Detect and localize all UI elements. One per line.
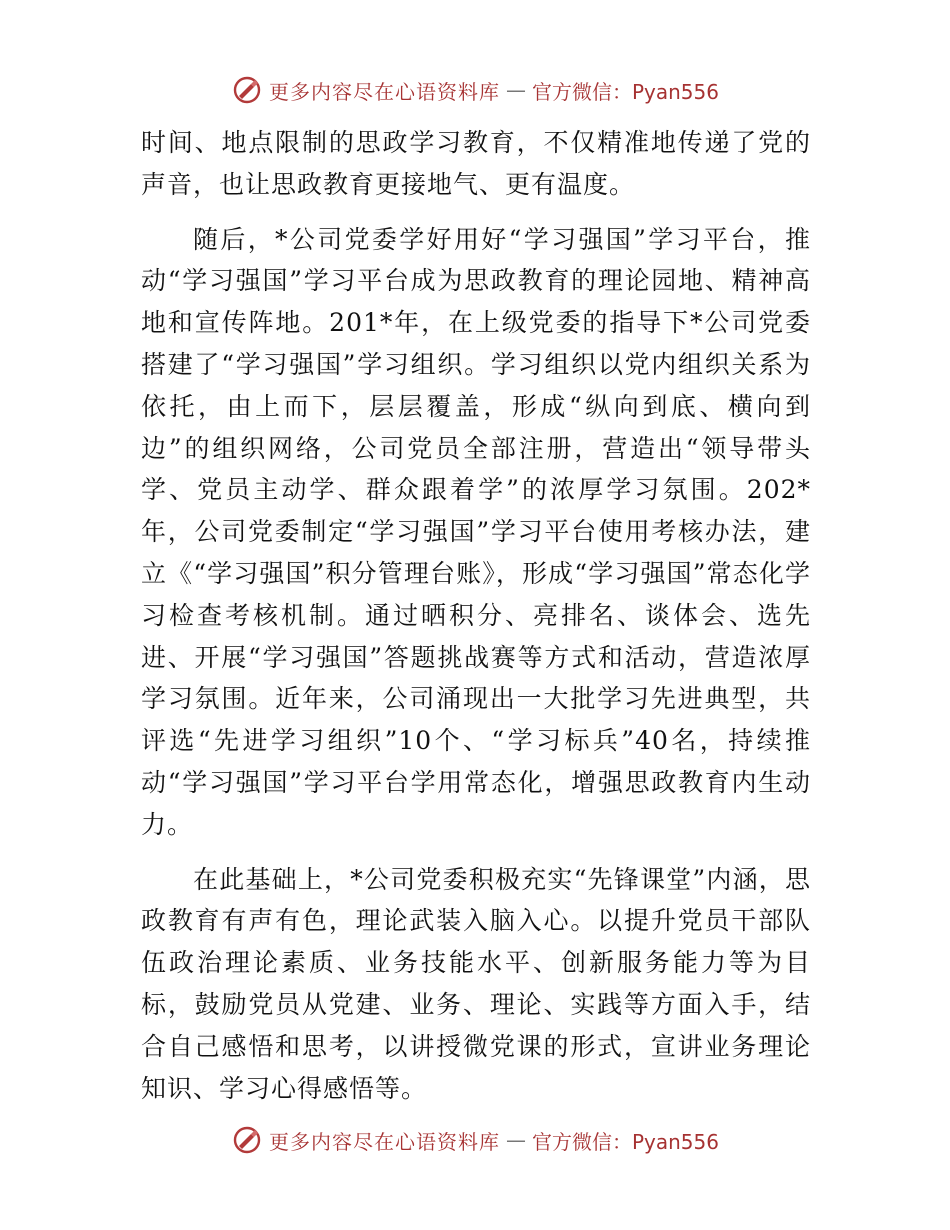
footer-watermark — [0, 1120, 950, 1160]
watermark-text: 更多内容尽在心语资料库 — [268, 1129, 500, 1154]
paragraph-study-platform: 随后，*公司党委学好用好“学习强国”学习平台，推动“学习强国”学习平台成为思政教育的理论园地、精神高地和宣传阵地。201*年，在上级党委的指导下*公司党委搭建了“学习强国”学习组织。学习组织以党内组织关系为依托，由上而下，层层覆盖，形成“纵向到底、横向到边”的组织网络，公司党员全部注册，营造出“领导带头学、党员主动学、群众跟着学”的浓厚学习氛围。202*年，公司党委制定“学习强国”学习平台使用考核办法，建立《“学习强国”积分管理台账》，形成“学习强国”常态化学习检查考核机制。通过晒积分、亮排名、谈体会、选先进、开展“学习强国”答题挑战赛等方式和活动，营造浓厚学习氛围。近年来，公司涌现出一大批学习先进典型，共评选“先进学习组织”10个、“学习标兵”40名，持续推动“学习强国”学习平台学用常态化，增强思政教育内生动力。 — [141, 224, 811, 839]
document-body — [141, 122, 811, 1109]
pen-logo-icon — [231, 1124, 263, 1156]
paragraph-vanguard-class: 在此基础上，*公司党委积极充实“先锋课堂”内涵，思政教育有声有色，理论武装入脑入心。以提升党员干部队伍政治理论素质、业务技能水平、创新服务能力等为目标，鼓励党员从党建、业务、理论、实践等方面入手，结合自己感悟和思考，以讲授微党课的形式，宣讲业务理论知识、学习心得感悟等。 — [141, 864, 811, 1103]
watermark-text: 更多内容尽在心语资料库 — [268, 79, 500, 104]
watermark-contact: 官方微信：Pyan556 — [531, 79, 719, 104]
watermark-separator: — — [505, 78, 526, 102]
watermark-separator: — — [505, 1128, 526, 1152]
watermark-contact: 官方微信：Pyan556 — [531, 1129, 719, 1154]
paragraph-continuation: 时间、地点限制的思政学习教育，不仅精准地传递了党的声音，也让思政教育更接地气、更有温度。 — [141, 128, 811, 199]
pen-logo-icon — [231, 74, 263, 106]
header-watermark — [0, 70, 950, 110]
